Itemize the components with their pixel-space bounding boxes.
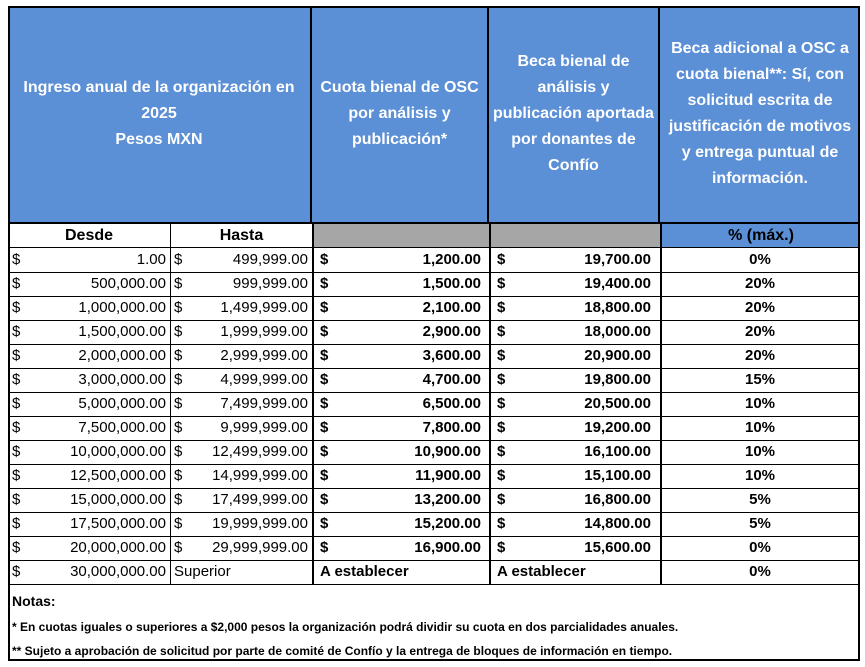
cell-pct: 0% [749,539,771,556]
cell-desde: 2,000,000.00 [78,347,166,364]
currency-symbol: $ [12,563,21,580]
cell-pct: 20% [744,275,776,292]
currency-symbol: $ [12,443,21,460]
currency-symbol: $ [12,371,21,388]
currency-symbol: $ [174,371,183,388]
currency-symbol: $ [12,515,21,532]
cell-hasta: 9,999,999.00 [220,419,308,436]
cell-fee: 7,800.00 [422,419,481,436]
currency-symbol: $ [174,491,183,508]
cell-grant: 19,400.00 [584,275,651,292]
cell-desde: 1,500,000.00 [78,323,166,340]
table-row [8,296,860,321]
currency-symbol: $ [174,467,183,484]
currency-symbol: $ [174,323,183,340]
cell-pct: 15% [744,371,776,388]
currency-symbol: $ [12,395,21,412]
subheader-pct: % (máx.) [660,224,860,247]
table-row [8,440,860,465]
currency-symbol: $ [12,299,21,316]
cell-hasta: 14,999,999.00 [212,467,308,484]
currency-symbol: $ [12,491,21,508]
notes-section [8,589,860,661]
cell-hasta: 17,499,999.00 [212,491,308,508]
cell-pct: 5% [749,491,771,508]
cell-fee: 15,200.00 [414,515,481,532]
cell-grant: 20,500.00 [584,395,651,412]
table-row [8,320,860,345]
cell-hasta: 1,499,999.00 [220,299,308,316]
cell-grant: 18,800.00 [584,299,651,316]
cell-pct: 20% [744,323,776,340]
cell-grant: 15,100.00 [584,467,651,484]
cell-hasta: 19,999,999.00 [212,515,308,532]
currency-symbol: $ [497,251,506,268]
currency-symbol: $ [320,491,329,508]
currency-symbol: $ [174,515,183,532]
currency-symbol: $ [174,395,183,412]
cell-desde: 10,000,000.00 [70,443,166,460]
cell-hasta: 4,999,999.00 [220,371,308,388]
cell-pct: 0% [749,563,771,580]
cell-desde: 20,000,000.00 [70,539,166,556]
cell-hasta: 1,999,999.00 [220,323,308,340]
currency-symbol: $ [497,323,506,340]
currency-symbol: $ [497,539,506,556]
cell-fee: A establecer [320,563,409,580]
table-row [8,272,860,297]
currency-symbol: $ [497,395,506,412]
cell-desde: 1,000,000.00 [78,299,166,316]
cell-hasta: 29,999,999.00 [212,539,308,556]
table-row [8,560,860,585]
currency-symbol: $ [497,467,506,484]
cell-grant: 19,700.00 [584,251,651,268]
currency-symbol: $ [497,515,506,532]
currency-symbol: $ [12,419,21,436]
table-row [8,464,860,489]
cell-grant: 18,000.00 [584,323,651,340]
cell-desde: 5,000,000.00 [78,395,166,412]
cell-grant: 20,900.00 [584,347,651,364]
currency-symbol: $ [320,443,329,460]
cell-grant: 15,600.00 [584,539,651,556]
fee-table [8,6,860,661]
currency-symbol: $ [497,443,506,460]
currency-symbol: $ [12,539,21,556]
table-row [8,368,860,393]
cell-hasta: 499,999.00 [232,251,308,268]
cell-fee: 1,500.00 [422,275,481,292]
cell-desde: 30,000,000.00 [70,563,166,580]
notes-title: Notas: [12,593,56,609]
cell-hasta: 7,499,999.00 [220,395,308,412]
currency-symbol: $ [320,419,329,436]
cell-hasta: 999,999.00 [232,275,308,292]
cell-desde: 500,000.00 [90,275,166,292]
cell-grant: 19,800.00 [584,371,651,388]
cell-pct: 5% [749,515,771,532]
currency-symbol: $ [320,323,329,340]
currency-symbol: $ [320,467,329,484]
currency-symbol: $ [497,491,506,508]
cell-pct: 20% [744,299,776,316]
cell-pct: 10% [744,395,776,412]
cell-fee: 4,700.00 [422,371,481,388]
currency-symbol: $ [320,275,329,292]
currency-symbol: $ [174,275,183,292]
cell-hasta: 12,499,999.00 [212,443,308,460]
cell-fee: 2,100.00 [422,299,481,316]
cell-desde: 17,500,000.00 [70,515,166,532]
table-row [8,344,860,369]
cell-pct: 0% [749,251,771,268]
currency-symbol: $ [497,347,506,364]
currency-symbol: $ [320,299,329,316]
cell-pct: 10% [744,419,776,436]
currency-symbol: $ [12,347,21,364]
note-committee-approval: ** Sujeto a aprobación de solicitud por parte de comité de Confío y la entrega de bloques de información en tiempo. [12,644,673,658]
currency-symbol: $ [320,515,329,532]
cell-fee: 11,900.00 [415,467,481,484]
currency-symbol: $ [174,299,183,316]
cell-grant: 14,800.00 [584,515,651,532]
cell-desde: 3,000,000.00 [78,371,166,388]
currency-symbol: $ [174,347,183,364]
currency-symbol: $ [497,419,506,436]
cell-fee: 2,900.00 [422,323,481,340]
cell-hasta: Superior [174,563,231,580]
currency-symbol: $ [12,323,21,340]
currency-symbol: $ [320,539,329,556]
currency-symbol: $ [320,371,329,388]
currency-symbol: $ [497,275,506,292]
currency-symbol: $ [174,419,183,436]
header-grant: Beca bienal de análisis y publicación aportada por donantes de Confío [489,6,660,222]
subheader-grant-blank [489,224,660,247]
cell-fee: 13,200.00 [414,491,481,508]
cell-pct: 10% [744,467,776,484]
currency-symbol: $ [12,275,21,292]
cell-fee: 6,500.00 [422,395,481,412]
cell-desde: 7,500,000.00 [78,419,166,436]
cell-pct: 20% [744,347,776,364]
cell-desde: 15,000,000.00 [70,491,166,508]
cell-fee: 16,900.00 [414,539,481,556]
currency-symbol: $ [320,251,329,268]
cell-grant: 19,200.00 [584,419,651,436]
table-row [8,392,860,417]
cell-desde: 1.00 [136,251,166,268]
currency-symbol: $ [12,251,21,268]
cell-fee: 10,900.00 [414,443,481,460]
currency-symbol: $ [497,371,506,388]
header-income: Ingreso anual de la organización en 2025 Pesos MXN [8,6,312,222]
table-row [8,488,860,513]
table-row [8,248,860,273]
header-fee: Cuota bienal de OSC por análisis y publicación* [312,6,489,222]
cell-desde: 12,500,000.00 [70,467,166,484]
currency-symbol: $ [174,251,183,268]
cell-grant: 16,800.00 [584,491,651,508]
cell-hasta: 2,999,999.00 [220,347,308,364]
subheader-hasta: Hasta [170,224,312,247]
table-row [8,416,860,441]
cell-fee: 3,600.00 [422,347,481,364]
currency-symbol: $ [497,299,506,316]
currency-symbol: $ [174,443,183,460]
currency-symbol: $ [320,347,329,364]
cell-grant: A establecer [497,563,586,580]
note-fee-installments: * En cuotas iguales o superiores a $2,000 pesos la organización podrá dividir su cuota en dos parcialidades anuales. [12,620,679,634]
table-row [8,536,860,561]
cell-fee: 1,200.00 [422,251,481,268]
table-row [8,512,860,537]
subheader-desde: Desde [64,226,114,244]
subheader-fee-blank [312,224,489,247]
currency-symbol: $ [174,539,183,556]
header-additional-grant: Beca adicional a OSC a cuota bienal**: Sí, con solicitud escrita de justificación de motivos y entrega puntual de información. [660,6,860,222]
currency-symbol: $ [320,395,329,412]
currency-symbol: $ [12,467,21,484]
cell-grant: 16,100.00 [584,443,651,460]
cell-pct: 10% [744,443,776,460]
